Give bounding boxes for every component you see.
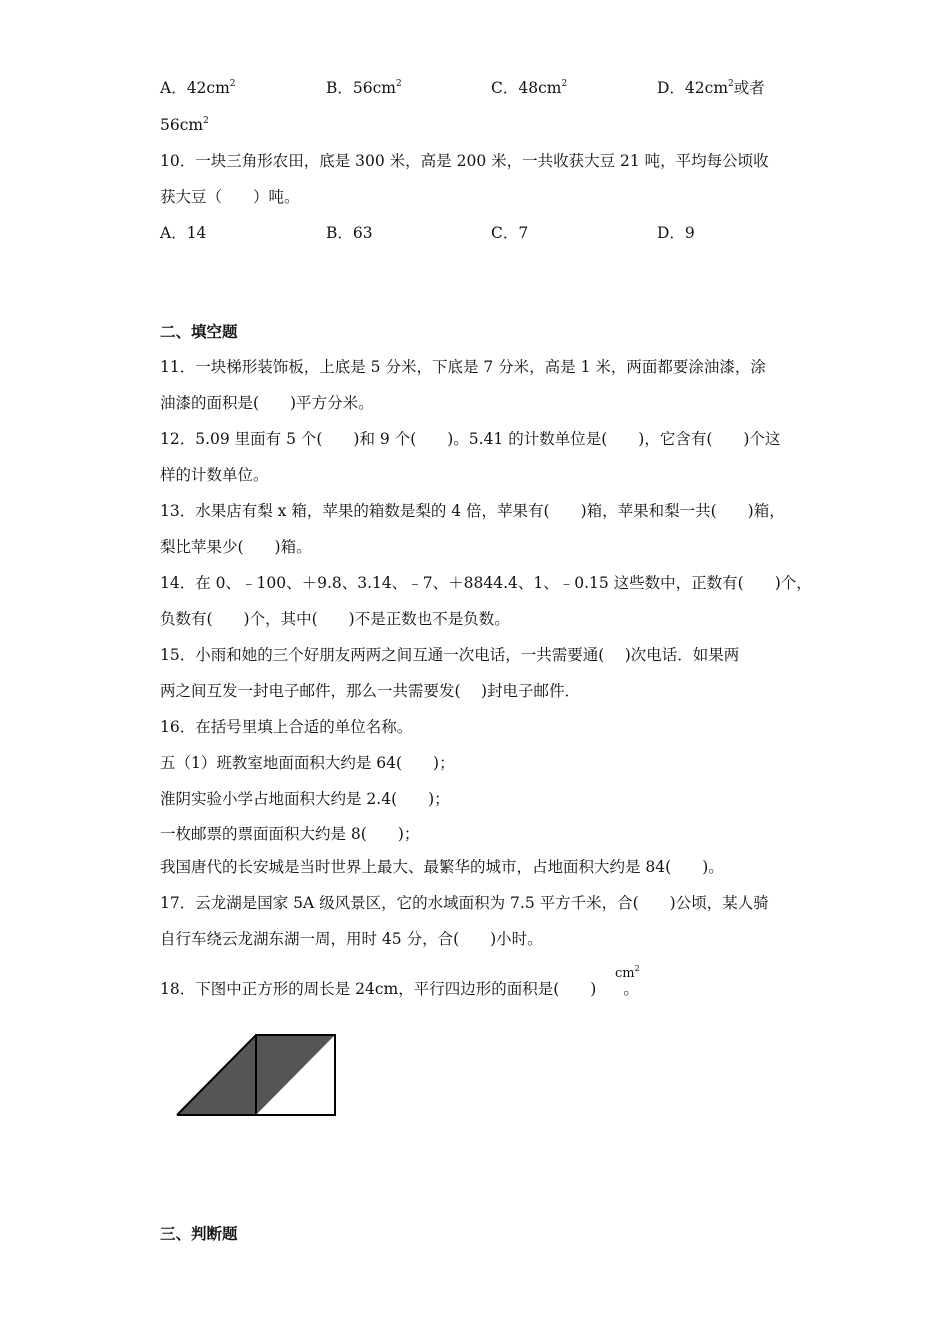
q16-line1: 16．在括号里填上合适的单位名称。 [160, 718, 413, 736]
q9-option-c[interactable]: C．$48cm^2$ [491, 79, 568, 97]
q10-option-b[interactable]: B．63 [326, 224, 373, 242]
q11-line2: 油漆的面积是( )平方分米。 [160, 394, 374, 412]
q10-options [160, 223, 820, 243]
q16-line3: 淮阴实验小学占地面积大约是 2.4( )； [160, 790, 450, 808]
section-2-title: 二、填空题 [160, 322, 238, 341]
q10-option-a[interactable]: A．14 [160, 224, 207, 242]
q9-option-b[interactable]: B．$56cm^2$ [326, 79, 402, 97]
q9-option-d[interactable]: D．$42cm^2$或者 [657, 79, 765, 97]
q12-line1: 12．5.09 里面有 5 个( )和 9 个( )。5.41 的计数单位是( )，它含有( )个这 [160, 430, 781, 448]
q13-line2: 梨比苹果少( )箱。 [160, 538, 312, 556]
q16-line4: 一枚邮票的票面面积大约是 8( )； [160, 825, 420, 843]
q13-line1: 13．水果店有梨 x 箱，苹果的箱数是梨的 4 倍，苹果有( )箱，苹果和梨一共( )箱， [160, 502, 785, 520]
q10-line1: 10．一块三角形农田，底是 300 米，高是 200 米，一共收获大豆 21 吨，平均每公顷收 [160, 152, 769, 170]
parallelogram-square-figure [175, 1033, 339, 1119]
q10-option-d[interactable]: D．9 [657, 224, 695, 242]
q10-option-c[interactable]: C．7 [491, 224, 529, 242]
q10-line2: 获大豆（ ）吨。 [160, 188, 300, 206]
q15-line1: 15．小雨和她的三个好朋友两两之间互通一次电话，一共需要通( )次电话．如果两 [160, 646, 740, 664]
q11-line1: 11．一块梯形装饰板，上底是 5 分米，下底是 7 分米，高是 1 米，两面都要涂油漆，涂 [160, 358, 766, 376]
q18-tail: 。 [623, 980, 639, 998]
q18-unit-label: $cm^2$ [615, 964, 640, 981]
q17-line2: 自行车绕云龙湖东湖一周，用时 45 分，合( )小时。 [160, 930, 543, 948]
q15-line2: 两之间互发一封电子邮件，那么一共需要发( )封电子邮件． [160, 682, 581, 700]
q17-line1: 17．云龙湖是国家 5A 级风景区，它的水域面积为 7.5 平方千米，合( )公顷，某人骑 [160, 894, 769, 912]
q9-options [160, 78, 820, 98]
q14-line2: 负数有( )个，其中( )不是正数也不是负数。 [160, 610, 510, 628]
q9-option-a[interactable]: A．$42cm^2$ [160, 79, 236, 97]
section-3-title: 三、判断题 [160, 1224, 238, 1243]
q16-line2: 五（1）班教室地面面积大约是 64( )； [160, 754, 455, 772]
q12-line2: 样的计数单位。 [160, 466, 269, 484]
q9-option-d-wrap: $56cm^2$ [160, 116, 209, 134]
q16-line5: 我国唐代的长安城是当时世界上最大、最繁华的城市，占地面积大约是 84( )。 [160, 858, 724, 876]
q14-line1: 14．在 0、﹣100、＋9.8、3.14、﹣7、＋8844.4、1、﹣0.15 这些数中，正数有( )个， [160, 574, 812, 592]
q18-line1 [160, 979, 800, 999]
q18-text: 18．下图中正方形的周长是 24cm，平行四边形的面积是( ) [160, 980, 597, 998]
